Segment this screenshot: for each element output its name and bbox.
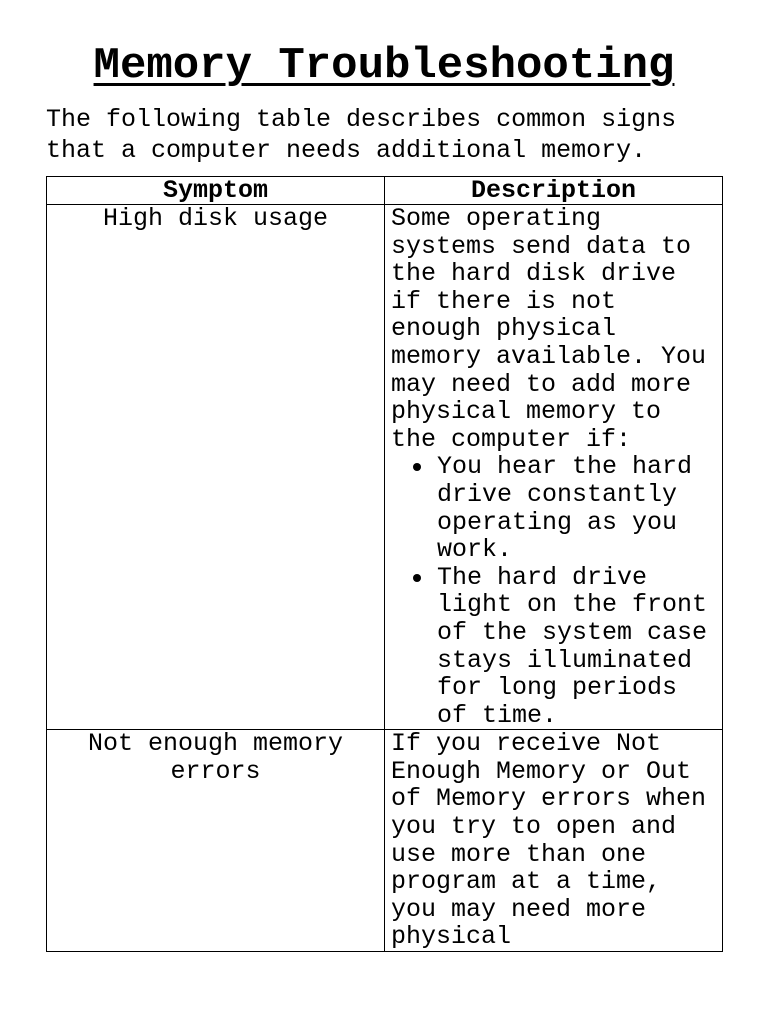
bullet-list	[391, 453, 716, 729]
intro-line-1: The following table describes common signs	[46, 105, 677, 134]
description-cell	[385, 730, 723, 952]
table-header-row	[47, 177, 723, 205]
symptom-high-disk-usage: High disk usage	[102, 204, 329, 233]
bullet-text: You hear the hard drive constantly operating as you work.	[437, 452, 693, 565]
list-item	[391, 453, 716, 563]
symptom-cell	[47, 205, 385, 730]
symptom-column-header: Symptom	[47, 177, 385, 205]
bullet-icon	[413, 463, 421, 471]
table-row	[47, 730, 723, 952]
page-title: Memory Troubleshooting	[93, 41, 675, 91]
bullet-text: The hard drive light on the front of the system case stays illuminated for long periods of time.	[437, 562, 708, 730]
symptom-not-enough-memory-errors: Not enough memory errors	[87, 729, 344, 786]
symptom-cell	[47, 730, 385, 952]
description-text: If you receive Not Enough Memory or Out of Memory errors when you try to open and use more than one program at a time, you may need more physical	[391, 729, 722, 952]
description-cell	[385, 205, 723, 730]
table-row	[47, 205, 723, 730]
bullet-icon	[413, 574, 421, 582]
intro-line-2: that a computer needs additional memory.	[46, 136, 647, 165]
intro-paragraph	[46, 104, 736, 166]
description-column-header: Description	[385, 177, 723, 205]
list-item	[391, 564, 716, 730]
symptoms-table	[46, 176, 723, 952]
description-text: Some operating systems send data to the hard disk drive if there is not enough physical memory available. You may need to add more physical memory to the computer if:	[391, 204, 722, 454]
